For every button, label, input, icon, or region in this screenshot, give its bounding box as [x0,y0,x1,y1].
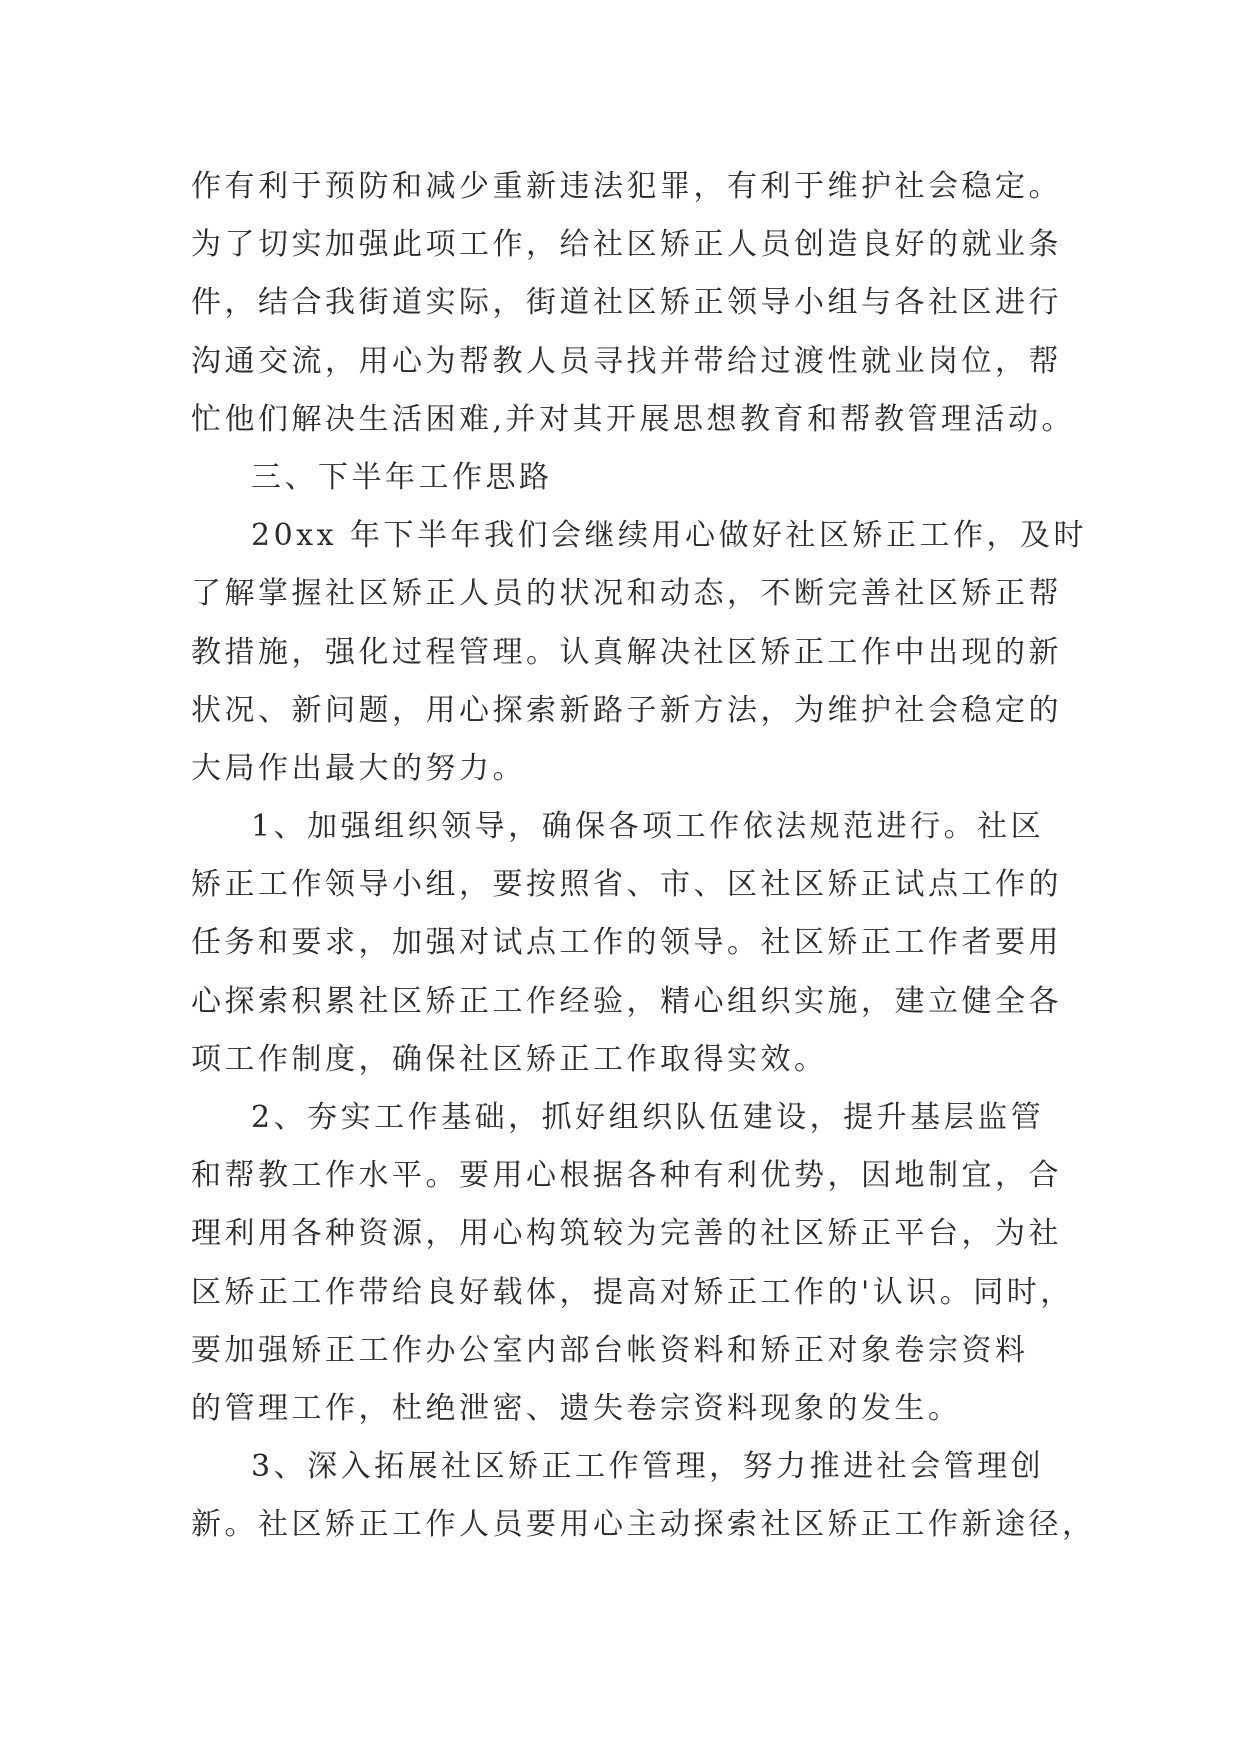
text-line: 教措施，强化过程管理。认真解决社区矫正工作中出现的新 [191,634,1062,670]
text-line: 沟通交流，用心为帮教人员寻找并带给过渡性就业岗位，帮 [191,343,1062,379]
text-line: 了解掌握社区矫正人员的状况和动态，不断完善社区矫正帮 [191,576,1062,612]
text-line: 任务和要求，加强对试点工作的领导。社区矫正工作者要用 [191,925,1062,961]
text-line: 忙他们解决生活困难,并对其开展思想教育和帮教管理活动。 [191,401,1076,437]
text-line: 理利用各种资源，用心构筑较为完善的社区矫正平台，为社 [191,1216,1062,1252]
body-text [191,158,1096,1555]
text-line: 要加强矫正工作办公室内部台帐资料和矫正对象卷宗资料 [191,1332,1029,1368]
text-line: 作有利于预防和减少重新违法犯罪，有利于维护社会稳定。 [191,169,1062,204]
text-line: 区矫正工作带给良好载体，提高对矫正工作的'认识。同时， [191,1274,1074,1310]
text-line: 件，结合我街道实际，街道社区矫正领导小组与各社区进行 [191,285,1062,321]
text-line: 大局作出最大的努力。 [191,750,526,786]
text-line: 矫正工作领导小组，要按照省、市、区社区矫正试点工作的 [191,867,1062,903]
text-line: 项工作制度，确保社区矫正工作取得实效。 [191,1041,828,1077]
text-line: 状况、新问题，用心探索新路子新方法，为维护社会稳定的 [191,692,1062,728]
text-line: 2、夯实工作基础，抓好组织队伍建设，提升基层监管 [251,1100,1045,1135]
text-line: 为了切实加强此项工作，给社区矫正人员创造良好的就业条 [191,227,1062,263]
text-line: 1、加强组织领导，确保各项工作依法规范进行。社区 [251,809,1045,845]
section-heading: 三、下半年工作思路 [251,459,553,495]
text-line: 20xx 年下半年我们会继续用心做好社区矫正工作，及时 [251,518,1088,554]
text-line: 3、深入拓展社区矫正工作管理，努力推进社会管理创 [251,1449,1045,1485]
text-line: 心探索积累社区矫正工作经验，精心组织实施，建立健全各 [191,983,1062,1019]
text-line: 和帮教工作水平。要用心根据各种有利优势，因地制宜，合 [191,1158,1062,1194]
text-line: 的管理工作，杜绝泄密、遗失卷宗资料现象的发生。 [191,1390,962,1426]
text-line: 新。社区矫正工作人员要用心主动探索社区矫正工作新途径， [191,1507,1096,1543]
